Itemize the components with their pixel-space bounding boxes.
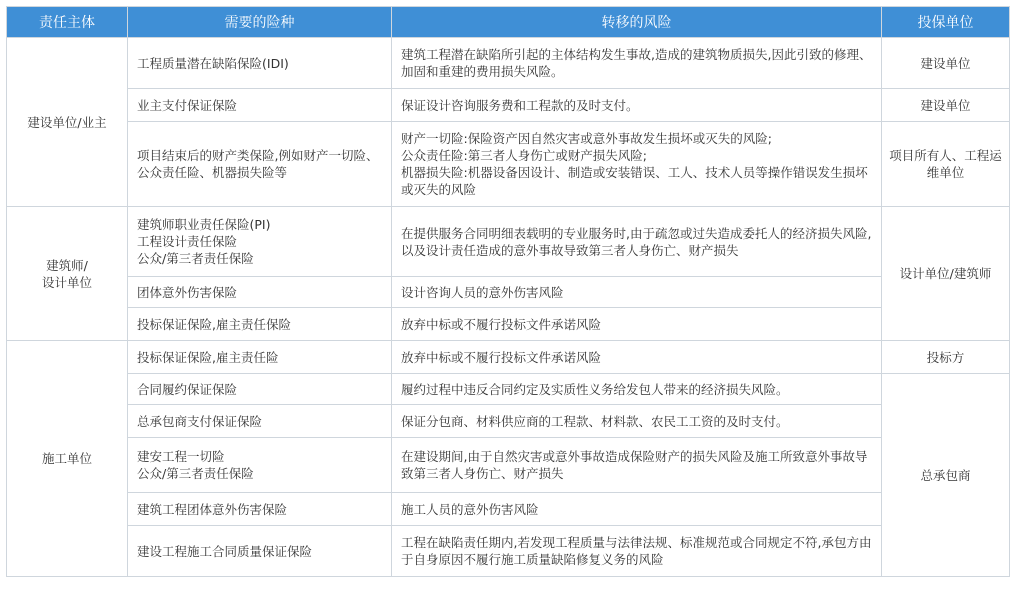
insurance-table-container: [6, 6, 1009, 577]
insurance-cell: 业主支付保证保险: [128, 89, 392, 122]
insurance-cell: 工程质量潜在缺陷保险(IDI): [128, 38, 392, 89]
risk-cell: 保证分包商、材料供应商的工程款、材料款、农民工工资的及时支付。: [392, 405, 882, 438]
unit-cell: 建设单位: [882, 38, 1010, 89]
insurance-cell: 总承包商支付保证保险: [128, 405, 392, 438]
header-row: [7, 7, 1010, 38]
table-row: [7, 405, 1010, 438]
insurance-cell: 建筑工程团体意外伤害保险: [128, 493, 392, 526]
risk-cell: 履约过程中违反合同约定及实质性义务给发包人带来的经济损失风险。: [392, 374, 882, 405]
risk-cell: 放弃中标或不履行投标文件承诺风险: [392, 308, 882, 341]
insurance-cell: 团体意外伤害保险: [128, 277, 392, 308]
risk-cell: 放弃中标或不履行投标文件承诺风险: [392, 341, 882, 374]
unit-cell: 建设单位: [882, 89, 1010, 122]
table-row: [7, 341, 1010, 374]
insurance-cell: 项目结束后的财产类保险,例如财产一切险、公众责任险、机器损失险等: [128, 122, 392, 207]
risk-cell: 设计咨询人员的意外伤害风险: [392, 277, 882, 308]
table-row: [7, 438, 1010, 493]
insurance-cell: 建设工程施工合同质量保证保险: [128, 526, 392, 577]
header-unit: 投保单位: [882, 7, 1010, 38]
insurance-cell: 投标保证保险,雇主责任保险: [128, 308, 392, 341]
table-row: [7, 493, 1010, 526]
header-risk: 转移的风险: [392, 7, 882, 38]
table-row: [7, 122, 1010, 207]
insurance-cell: 建筑师职业责任保险(PI) 工程设计责任保险 公众/第三者责任保险: [128, 207, 392, 277]
insurance-cell: 建安工程一切险 公众/第三者责任保险: [128, 438, 392, 493]
insurance-risk-table: [6, 6, 1010, 577]
risk-cell: 施工人员的意外伤害风险: [392, 493, 882, 526]
risk-cell: 在提供服务合同明细表载明的专业服务时,由于疏忽或过失造成委托人的经济损失风险,以及设计责任造成的意外事故导致第三者人身伤亡、财产损失: [392, 207, 882, 277]
subject-cell: 施工单位: [7, 341, 128, 577]
header-insurance: 需要的险种: [128, 7, 392, 38]
subject-cell: 建筑师/ 设计单位: [7, 207, 128, 341]
insurance-cell: 合同履约保证保险: [128, 374, 392, 405]
risk-cell: 工程在缺陷责任期内,若发现工程质量与法律法规、标准规范或合同规定不符,承包方由于自身原因不履行施工质量缺陷修复义务的风险: [392, 526, 882, 577]
table-row: [7, 526, 1010, 577]
risk-cell: 财产一切险:保险资产因自然灾害或意外事故发生损坏或灭失的风险; 公众责任险:第三者人身伤亡或财产损失风险; 机器损失险:机器设备因设计、制造或安装错误、工人、技术人员等操作错误发生损坏或灭失的风险: [392, 122, 882, 207]
table-row: [7, 277, 1010, 308]
unit-cell: 项目所有人、工程运维单位: [882, 122, 1010, 207]
risk-cell: 建筑工程潜在缺陷所引起的主体结构发生事故,造成的建筑物质损失,因此引致的修理、加固和重建的费用损失风险。: [392, 38, 882, 89]
insurance-cell: 投标保证保险,雇主责任险: [128, 341, 392, 374]
unit-cell: 投标方: [882, 341, 1010, 374]
table-row: [7, 38, 1010, 89]
table-row: [7, 89, 1010, 122]
table-row: [7, 207, 1010, 277]
table-row: [7, 308, 1010, 341]
risk-cell: 在建设期间,由于自然灾害或意外事故造成保险财产的损失风险及施工所致意外事故导致第三者人身伤亡、财产损失: [392, 438, 882, 493]
risk-cell: 保证设计咨询服务费和工程款的及时支付。: [392, 89, 882, 122]
table-row: [7, 374, 1010, 405]
unit-cell: 总承包商: [882, 374, 1010, 577]
header-subject: 责任主体: [7, 7, 128, 38]
subject-cell: 建设单位/业主: [7, 38, 128, 207]
unit-cell: 设计单位/建筑师: [882, 207, 1010, 341]
